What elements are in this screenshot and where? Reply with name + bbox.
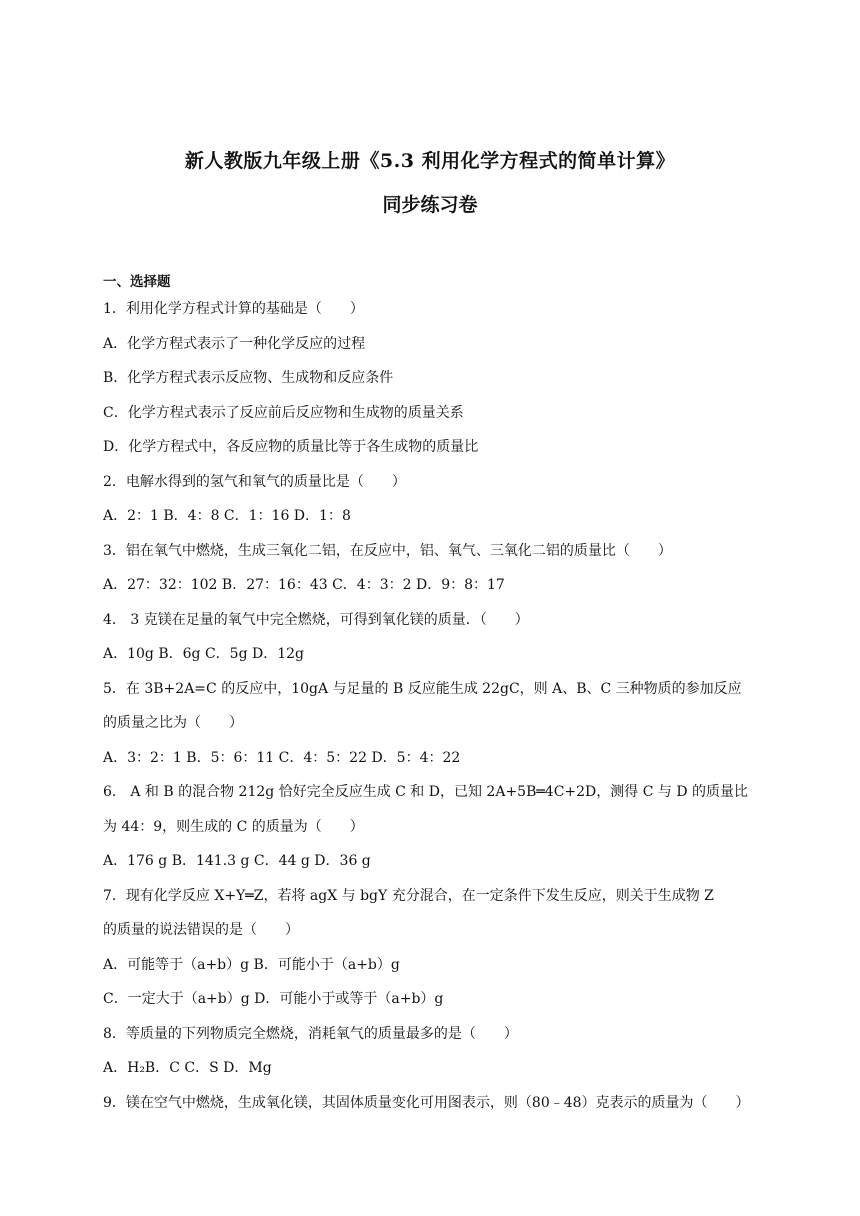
text-line: 4． 3 克镁在足量的氧气中完全燃烧，可得到氧化镁的质量．（ ） bbox=[103, 611, 529, 628]
section-heading: 一、选择题 bbox=[103, 274, 171, 290]
text-line: 为 44：9，则生成的 C 的质量为（ ） bbox=[103, 818, 364, 835]
text-line: 8．等质量的下列物质完全燃烧，消耗氧气的质量最多的是（ ） bbox=[103, 1025, 518, 1042]
document-title: 新人教版九年级上册《5.3 利用化学方程式的简单计算》 bbox=[184, 150, 676, 172]
text-line: A．2：1 B．4：8 C．1：16 D．1：8 bbox=[103, 508, 351, 524]
document-subtitle: 同步练习卷 bbox=[382, 194, 478, 216]
text-line: A．27：32：102 B．27：16：43 C．4：3：2 D．9：8：17 bbox=[103, 577, 505, 593]
text-line: 1．利用化学方程式计算的基础是（ ） bbox=[103, 301, 364, 317]
text-line: 3．铝在氧气中燃烧，生成三氧化二铝，在反应中，铝、氧气、三氧化二铝的质量比（ ） bbox=[103, 542, 672, 559]
question-list bbox=[103, 298, 763, 1126]
text-line: A．3：2：1 B．5：6：11 C．4：5：22 D．5：4：22 bbox=[103, 749, 461, 766]
text-line: A．可能等于（a+b）g B．可能小于（a+b）g bbox=[103, 956, 400, 973]
text-line: 7．现有化学反应 X+Y═Z，若将 agX 与 bgY 充分混合，在一定条件下发生反应，则关于生成物 Z bbox=[103, 887, 714, 904]
text-line: D．化学方程式中，各反应物的质量比等于各生成物的质量比 bbox=[103, 439, 479, 455]
text-line: 2．电解水得到的氢气和氧气的质量比是（ ） bbox=[103, 473, 406, 490]
text-line: C．化学方程式表示了反应前后反应物和生成物的质量关系 bbox=[103, 404, 464, 421]
text-line: B．化学方程式表示反应物、生成物和反应条件 bbox=[103, 370, 394, 386]
text-line: 5．在 3B+2A=C 的反应中，10gA 与足量的 B 反应能生成 22gC，则 A、B、C 三种物质的参加反应 bbox=[103, 680, 742, 697]
text-line: A．176 g B．141.3 g C．44 g D．36 g bbox=[103, 853, 371, 869]
text-line: 6． A 和 B 的混合物 212g 恰好完全反应生成 C 和 D，已知 2A+5B═4C+2D，测得 C 与 D 的质量比 bbox=[103, 784, 749, 800]
text-line: 9．镁在空气中燃烧，生成氧化镁，其固体质量变化可用图表示，则（80﹣48）克表示的质量为（ ） bbox=[103, 1094, 750, 1111]
text-line: A．10g B．6g C．5g D．12g bbox=[103, 646, 304, 662]
text-line: A．化学方程式表示了一种化学反应的过程 bbox=[103, 335, 366, 352]
text-line: C．一定大于（a+b）g D．可能小于或等于（a+b）g bbox=[103, 991, 444, 1007]
text-line: 的质量之比为（ ） bbox=[103, 715, 243, 731]
text-line: 的质量的说法错误的是（ ） bbox=[103, 922, 299, 938]
text-line: A．H₂B．C C．S D．Mg bbox=[103, 1060, 272, 1076]
